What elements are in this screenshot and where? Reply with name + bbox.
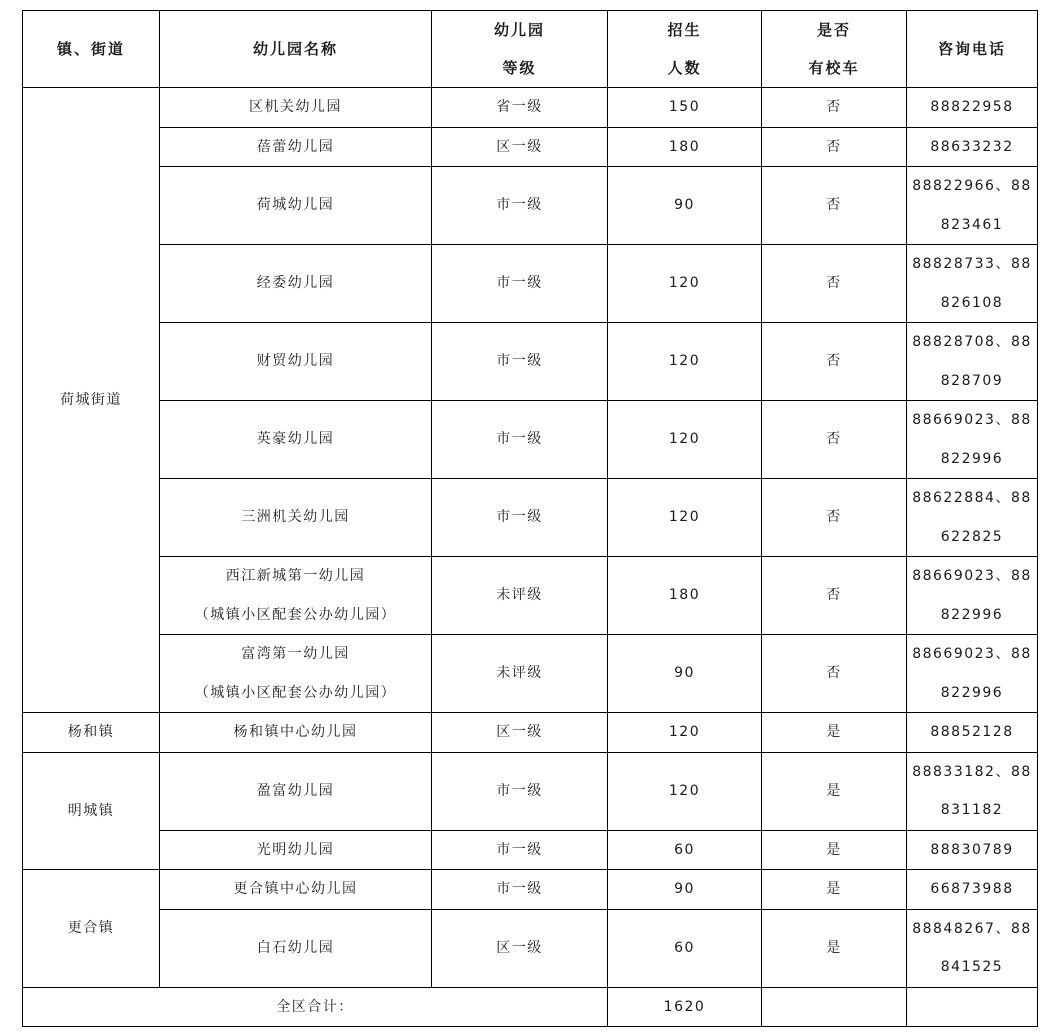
kindergarten-name: 白石幼儿园: [160, 909, 432, 987]
bus-cell: 是: [762, 870, 907, 910]
kindergarten-name: 盈富幼儿园: [160, 752, 432, 830]
enroll-cell: 120: [608, 323, 762, 401]
enroll-cell: 180: [608, 557, 762, 635]
level-cell: 市一级: [432, 167, 608, 245]
phone-cell: 88669023、88822996: [907, 635, 1038, 713]
phone-cell: 88828733、88826108: [907, 245, 1038, 323]
table-row: [23, 635, 1038, 713]
header-level-line2: 等级: [502, 59, 537, 77]
enroll-cell: 120: [608, 713, 762, 753]
phone-cell: 88822958: [907, 88, 1038, 128]
bus-cell: 是: [762, 713, 907, 753]
enroll-cell: 90: [608, 870, 762, 910]
bus-cell: 是: [762, 909, 907, 987]
table-row: [23, 870, 1038, 910]
kindergarten-name: 区机关幼儿园: [160, 88, 432, 128]
phone-cell: 88828708、88828709: [907, 323, 1038, 401]
table-row: [23, 752, 1038, 830]
header-bus-line1: 是否: [816, 21, 851, 39]
kindergarten-name: [160, 557, 432, 635]
town-cell: 更合镇: [23, 870, 160, 988]
total-label: 全区合计：: [23, 987, 608, 1027]
header-bus: [762, 11, 907, 88]
table-row: [23, 88, 1038, 128]
bus-cell: 否: [762, 557, 907, 635]
kindergarten-name-note: （城镇小区配套公办幼儿园）: [194, 684, 397, 701]
total-empty-cell: [762, 987, 907, 1027]
kindergarten-name: 经委幼儿园: [160, 245, 432, 323]
header-bus-line2: 有校车: [808, 59, 860, 77]
level-cell: 市一级: [432, 752, 608, 830]
bus-cell: 否: [762, 167, 907, 245]
phone-cell: 88633232: [907, 127, 1038, 167]
kindergarten-name: [160, 635, 432, 713]
kindergarten-name-note: （城镇小区配套公办幼儿园）: [194, 606, 397, 623]
level-cell: 市一级: [432, 245, 608, 323]
kindergarten-name: 财贸幼儿园: [160, 323, 432, 401]
table-row: [23, 245, 1038, 323]
phone-cell: 88830789: [907, 830, 1038, 870]
level-cell: 市一级: [432, 401, 608, 479]
table-row: [23, 830, 1038, 870]
phone-cell: 88833182、88831182: [907, 752, 1038, 830]
enroll-cell: 90: [608, 167, 762, 245]
level-cell: 市一级: [432, 830, 608, 870]
level-cell: 市一级: [432, 323, 608, 401]
bus-cell: 是: [762, 830, 907, 870]
enroll-cell: 180: [608, 127, 762, 167]
header-enroll-line2: 人数: [667, 59, 702, 77]
bus-cell: 否: [762, 323, 907, 401]
level-cell: 区一级: [432, 713, 608, 753]
header-enroll-line1: 招生: [667, 21, 702, 39]
bus-cell: 是: [762, 752, 907, 830]
header-phone: 咨询电话: [907, 11, 1038, 88]
phone-cell: 88822966、88823461: [907, 167, 1038, 245]
level-cell: 市一级: [432, 479, 608, 557]
enroll-cell: 60: [608, 830, 762, 870]
enroll-cell: 60: [608, 909, 762, 987]
table-row: [23, 401, 1038, 479]
level-cell: 区一级: [432, 127, 608, 167]
table-row: [23, 557, 1038, 635]
enroll-cell: 120: [608, 752, 762, 830]
town-cell: 明城镇: [23, 752, 160, 870]
bus-cell: 否: [762, 479, 907, 557]
header-town: 镇、街道: [23, 11, 160, 88]
header-level: [432, 11, 608, 88]
enroll-cell: 120: [608, 401, 762, 479]
level-cell: 未评级: [432, 635, 608, 713]
phone-cell: 88848267、88841525: [907, 909, 1038, 987]
level-cell: 市一级: [432, 870, 608, 910]
kindergarten-name-main: 西江新城第一幼儿园: [225, 568, 366, 584]
total-value: 1620: [608, 987, 762, 1027]
total-empty-cell: [907, 987, 1038, 1027]
kindergarten-name: 光明幼儿园: [160, 830, 432, 870]
header-level-line1: 幼儿园: [493, 21, 545, 39]
header-name: 幼儿园名称: [160, 11, 432, 88]
level-cell: 未评级: [432, 557, 608, 635]
bus-cell: 否: [762, 635, 907, 713]
town-cell: 荷城街道: [23, 88, 160, 713]
kindergarten-table: [22, 10, 1038, 1027]
enroll-cell: 90: [608, 635, 762, 713]
enroll-cell: 120: [608, 479, 762, 557]
table-row: [23, 713, 1038, 753]
header-enroll: [608, 11, 762, 88]
town-cell: 杨和镇: [23, 713, 160, 753]
kindergarten-name: 荷城幼儿园: [160, 167, 432, 245]
table-row: [23, 323, 1038, 401]
kindergarten-name: 三洲机关幼儿园: [160, 479, 432, 557]
level-cell: 区一级: [432, 909, 608, 987]
phone-cell: 88622884、88622825: [907, 479, 1038, 557]
header-row: [23, 11, 1038, 88]
enroll-cell: 150: [608, 88, 762, 128]
table-row: [23, 127, 1038, 167]
table-row: [23, 909, 1038, 987]
kindergarten-name: 杨和镇中心幼儿园: [160, 713, 432, 753]
level-cell: 省一级: [432, 88, 608, 128]
phone-cell: 66873988: [907, 870, 1038, 910]
kindergarten-name: 更合镇中心幼儿园: [160, 870, 432, 910]
phone-cell: 88669023、88822996: [907, 557, 1038, 635]
bus-cell: 否: [762, 88, 907, 128]
bus-cell: 否: [762, 401, 907, 479]
phone-cell: 88669023、88822996: [907, 401, 1038, 479]
table-row: [23, 167, 1038, 245]
kindergarten-name: 英豪幼儿园: [160, 401, 432, 479]
kindergarten-name-main: 富湾第一幼儿园: [241, 646, 350, 662]
bus-cell: 否: [762, 127, 907, 167]
total-row: [23, 987, 1038, 1027]
enroll-cell: 120: [608, 245, 762, 323]
bus-cell: 否: [762, 245, 907, 323]
phone-cell: 88852128: [907, 713, 1038, 753]
table-row: [23, 479, 1038, 557]
kindergarten-name: 蓓蕾幼儿园: [160, 127, 432, 167]
